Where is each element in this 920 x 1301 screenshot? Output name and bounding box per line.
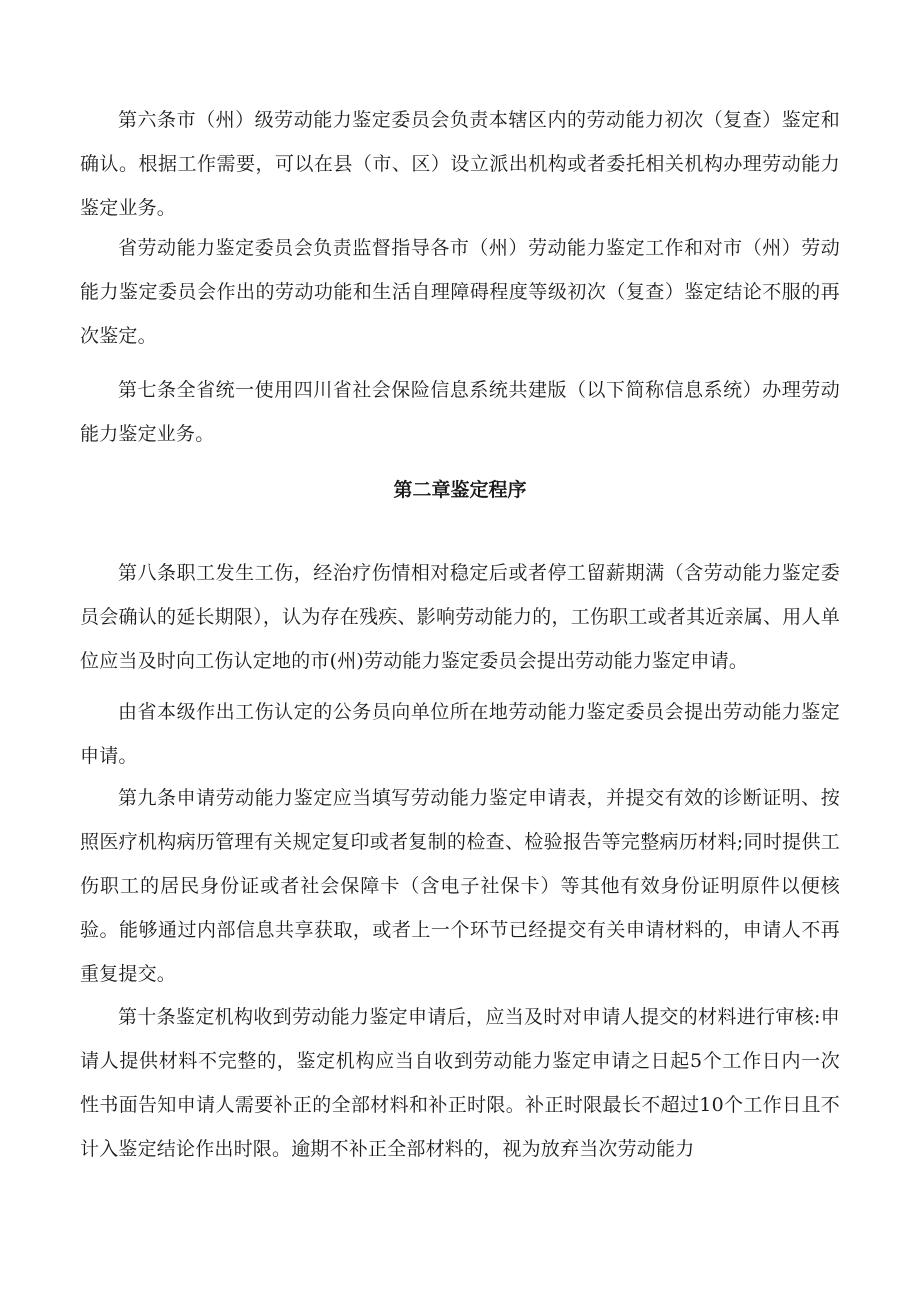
chapter-heading: 第二章鉴定程序 <box>393 479 527 501</box>
article-6-paragraph: 第六条市（州）级劳动能力鉴定委员会负责本辖区内的劳动能力初次（复查）鉴定和确认。根据工作需要，可以在县（市、区）设立派出机构或者委托相关机构办理劳动能力鉴定业务。 <box>80 109 840 219</box>
civil-servant-paragraph: 由省本级作出工伤认定的公务员向单位所在地劳动能力鉴定委员会提出劳动能力鉴定申请。 <box>80 701 840 767</box>
article-10-paragraph: 第十条鉴定机构收到劳动能力鉴定申请后，应当及时对申请人提交的材料进行审核:申请人提供材料不完整的，鉴定机构应当自收到劳动能力鉴定申请之日起5个工作日内一次性书面告知申请人需要补正的全部材料和补正时限。补正时限最长不超过10个工作日且不计入鉴定结论作出时限。逾期不补正全部材料的，视为放弃当次劳动能力 <box>80 1006 840 1160</box>
article-9-paragraph: 第九条申请劳动能力鉴定应当填写劳动能力鉴定申请表，并提交有效的诊断证明、按照医疗机构病历管理有关规定复印或者复制的检查、检验报告等完整病历材料;同时提供工伤职工的居民身份证或者社会保障卡（含电子社保卡）等其他有效身份证明原件以便核验。能够通过内部信息共享获取，或者上一个环节已经提交有关申请材料的，申请人不再重复提交。 <box>80 787 840 985</box>
article-7-paragraph: 第七条全省统一使用四川省社会保险信息系统共建版（以下简称信息系统）办理劳动能力鉴定业务。 <box>80 379 840 445</box>
provincial-committee-paragraph: 省劳动能力鉴定委员会负责监督指导各市（州）劳动能力鉴定工作和对市（州）劳动能力鉴定委员会作出的劳动功能和生活自理障碍程度等级初次（复查）鉴定结论不服的再次鉴定。 <box>80 237 840 347</box>
article-8-paragraph: 第八条职工发生工伤，经治疗伤情相对稳定后或者停工留薪期满（含劳动能力鉴定委员会确认的延长期限），认为存在残疾、影响劳动能力的，工伤职工或者其近亲属、用人单位应当及时向工伤认定地的市(州)劳动能力鉴定委员会提出劳动能力鉴定申请。 <box>80 562 840 672</box>
